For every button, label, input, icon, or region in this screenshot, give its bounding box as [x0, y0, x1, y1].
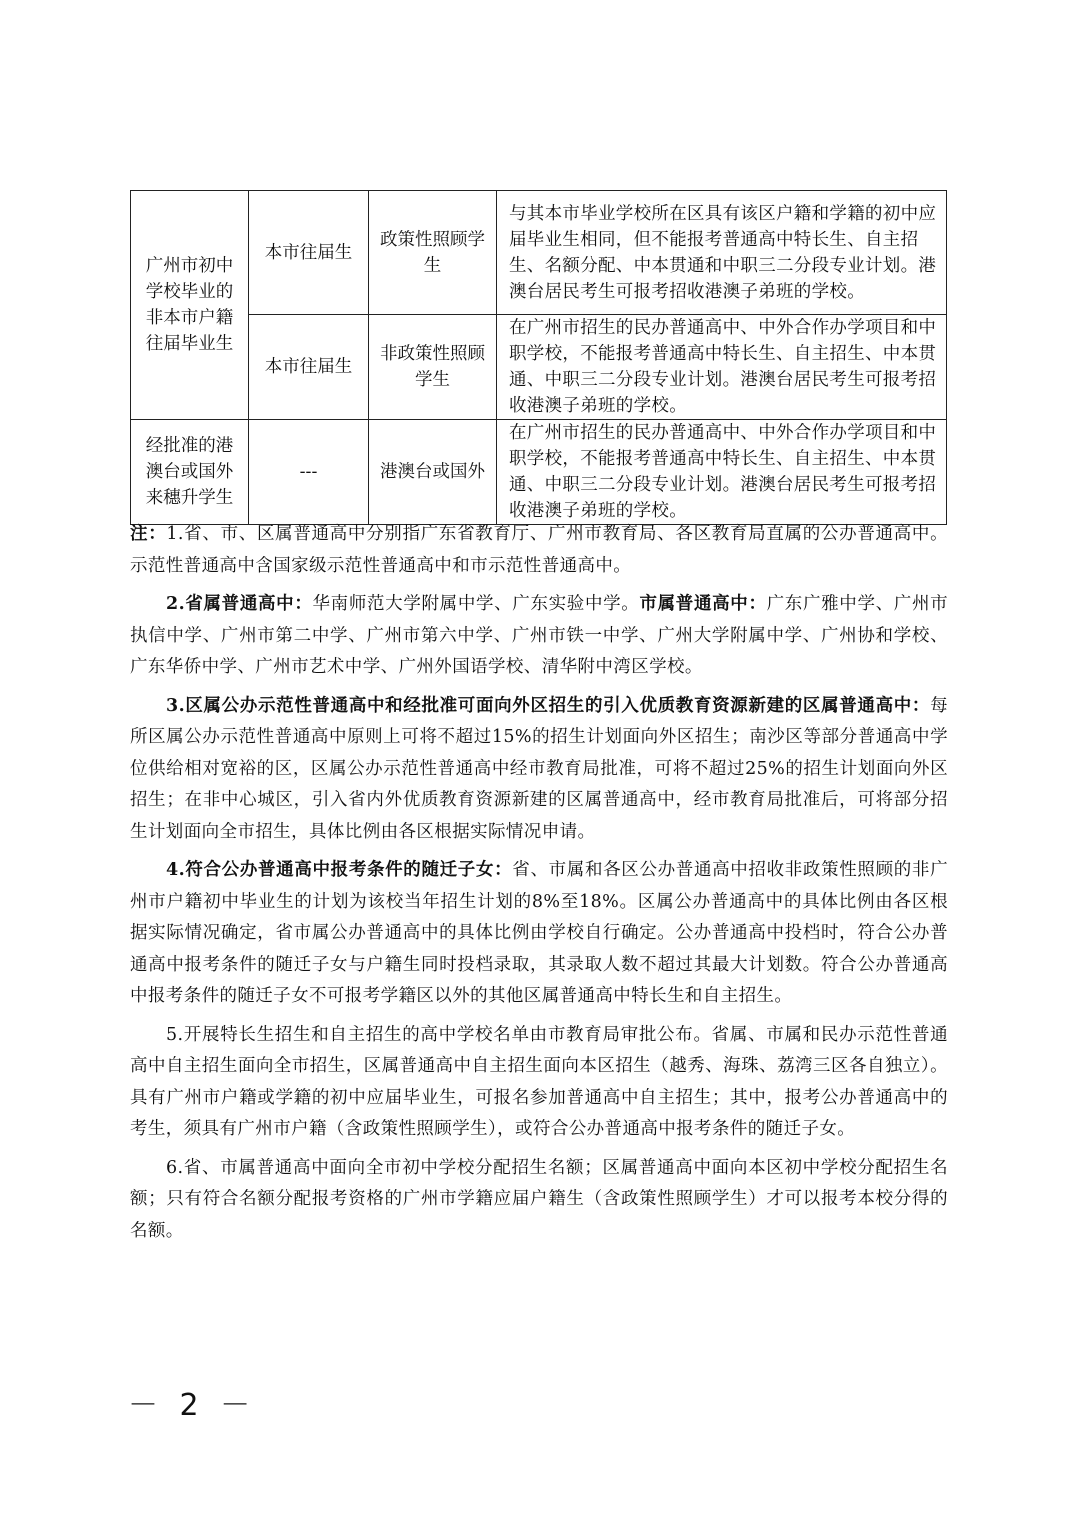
- student-type-cell: ---: [249, 420, 369, 525]
- admission-table: [130, 190, 947, 525]
- note-5: [130, 1020, 948, 1146]
- student-category-cell: 非政策性照顾学生: [369, 315, 497, 420]
- note-heading: 4.符合公办普通高中报考条件的随迁子女：: [166, 860, 513, 880]
- student-category-cell: 政策性照顾学生: [369, 191, 497, 315]
- table-row: [131, 420, 947, 525]
- note-text: 省、市属和各区公办普通高中招收非政策性照顾的非广州市户籍初中毕业生的计划为该校当年招生计划的8%至18%。区属公办普通高中的具体比例由各区根据实际情况确定，省市属公办普通高中的具体比例由学校自行确定。公办普通高中投档时，符合公办普通高中报考条件的随迁子女与户籍生同时投档录取，其录取人数不超过其最大计划数。符合公办普通高中报考条件的随迁子女不可报考学籍区以外的其他区属普通高中特长生和自主招生。: [130, 860, 948, 1006]
- note-heading: 注：: [130, 524, 167, 544]
- note-text: 5.开展特长生招生和自主招生的高中学校名单由市教育局审批公布。省属、市属和民办示范性普通高中自主招生面向全市招生，区属普通高中自主招生面向本区招生（越秀、海珠、荔湾三区各自独立）。具有广州市户籍或学籍的初中应届毕业生，可报名参加普通高中自主招生；其中，报考公办普通高中的考生，须具有广州市户籍（含政策性照顾学生），或符合公办普通高中报考条件的随迁子女。: [130, 1024, 948, 1139]
- note-4: [130, 855, 948, 1013]
- note-heading: 3.区属公办示范性普通高中和经批准可面向外区招生的引入优质教育资源新建的区属普通高中：: [166, 695, 931, 716]
- note-2: [130, 589, 948, 684]
- student-group-label: 经批准的港澳台或国外来穗升学生: [131, 420, 249, 525]
- page-number: － 2 －: [128, 1388, 257, 1423]
- note-text: 广东广雅中学、广州市执信中学、广州市第二中学、广州市第六中学、广州市铁一中学、广州大学附属中学、广州协和学校、广东华侨中学、广州市艺术中学、广州外国语学校、清华附中湾区学校。: [130, 594, 949, 677]
- note-text: 华南师范大学附属中学、广东实验中学。: [312, 594, 640, 614]
- table-row: [131, 315, 947, 420]
- notes-section: [130, 519, 948, 1247]
- description-cell: 与其本市毕业学校所在区具有该区户籍和学籍的初中应届毕业生相同，但不能报考普通高中特长生、自主招生、名额分配、中本贯通和中职三二分段专业计划。港澳台居民考生可报考招收港澳子弟班的学校。: [497, 191, 947, 315]
- student-type-cell: 本市往届生: [249, 191, 369, 315]
- note-heading: 2.省属普通高中：: [166, 594, 313, 614]
- student-group-label: 广州市初中学校毕业的非本市户籍往届毕业生: [131, 191, 249, 420]
- note-heading: 市属普通高中：: [639, 594, 767, 614]
- note-text: 1.省、市、区属普通高中分别指广东省教育厅、广州市教育局、各区教育局直属的公办普通高中。示范性普通高中含国家级示范性普通高中和市示范性普通高中。: [130, 524, 948, 576]
- student-category-cell: 港澳台或国外: [369, 420, 497, 525]
- description-cell: 在广州市招生的民办普通高中、中外合作办学项目和中职学校，不能报考普通高中特长生、自主招生、中本贯通、中职三二分段专业计划。港澳台居民考生可报考招收港澳子弟班的学校。: [497, 420, 947, 525]
- student-type-cell: 本市往届生: [249, 315, 369, 420]
- table-row: [131, 191, 947, 315]
- note-1: [130, 519, 948, 582]
- note-text: 6.省、市属普通高中面向全市初中学校分配招生名额；区属普通高中面向本区初中学校分配招生名额；只有符合名额分配报考资格的广州市学籍应届户籍生（含政策性照顾学生）才可以报考本校分得的名额。: [130, 1157, 948, 1241]
- description-cell: 在广州市招生的民办普通高中、中外合作办学项目和中职学校，不能报考普通高中特长生、自主招生、中本贯通、中职三二分段专业计划。港澳台居民考生可报考招收港澳子弟班的学校。: [497, 315, 947, 420]
- note-6: [130, 1153, 948, 1248]
- note-3: [130, 691, 948, 849]
- note-text: 每所区属公办示范性普通高中原则上可将不超过15%的招生计划面向外区招生；南沙区等部分普通高中学位供给相对宽裕的区，区属公办示范性普通高中经市教育局批准，可将不超过25%的招生计划面向外区招生；在非中心城区，引入省内外优质教育资源新建的区属普通高中，经市教育局批准后，可将部分招生计划面向全市招生，具体比例由各区根据实际情况申请。: [130, 695, 948, 842]
